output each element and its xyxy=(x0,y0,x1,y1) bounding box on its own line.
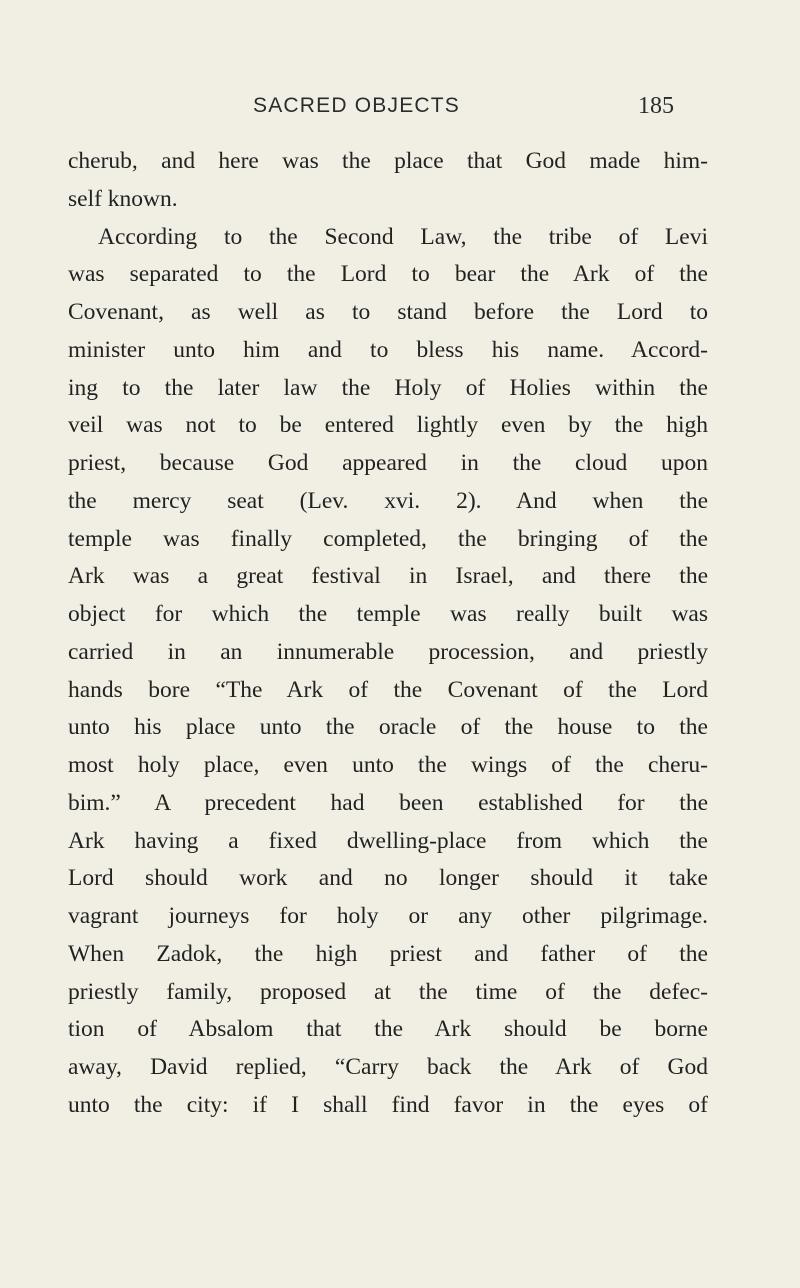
text-line: cherub, and here was the place that God made him- xyxy=(68,148,708,174)
text-line: the mercy seat (Lev. xvi. 2). And when the xyxy=(68,487,708,514)
text-line: unto his place unto the oracle of the house to the xyxy=(68,714,708,741)
text-line: According to the Second Law, the tribe of Levi xyxy=(98,223,708,250)
text-line: bim.” A precedent had been established for the xyxy=(68,789,708,816)
page-number: 185 xyxy=(638,93,674,119)
text-line: minister unto him and to bless his name. Accord- xyxy=(68,336,708,363)
text-line: Ark having a fixed dwelling-place from which the xyxy=(68,827,708,854)
text-line: hands bore “The Ark of the Covenant of the Lord xyxy=(68,676,708,703)
running-head xyxy=(0,88,800,124)
text-line: carried in an innumerable procession, and priestly xyxy=(68,638,708,665)
text-line: away, David replied, “Carry back the Ark of God xyxy=(68,1054,708,1080)
body-text xyxy=(68,143,708,1125)
text-line: priest, because God appeared in the cloud upon xyxy=(68,450,708,476)
text-line: object for which the temple was really built was xyxy=(68,601,708,627)
text-line: unto the city: if I shall find favor in the eyes of xyxy=(68,1091,708,1118)
text-line: Lord should work and no longer should it take xyxy=(68,865,708,892)
text-line: Ark was a great festival in Israel, and there the xyxy=(68,563,708,590)
text-line: self known. xyxy=(68,185,178,212)
text-line: Covenant, as well as to stand before the Lord to xyxy=(68,299,708,325)
text-line: was separated to the Lord to bear the Ark of the xyxy=(68,261,708,288)
text-line: veil was not to be entered lightly even by the high xyxy=(68,412,708,439)
text-line: vagrant journeys for holy or any other pilgrimage. xyxy=(68,903,708,929)
text-line: most holy place, even unto the wings of the cheru- xyxy=(68,752,708,778)
text-line: priestly family, proposed at the time of the defec- xyxy=(68,978,708,1005)
text-line: temple was finally completed, the bringing of the xyxy=(68,525,708,552)
text-line: tion of Absalom that the Ark should be borne xyxy=(68,1016,708,1043)
running-title: SACRED OBJECTS xyxy=(253,94,460,117)
text-line: When Zadok, the high priest and father of the xyxy=(68,940,708,967)
text-line: ing to the later law the Holy of Holies within the xyxy=(68,374,708,401)
